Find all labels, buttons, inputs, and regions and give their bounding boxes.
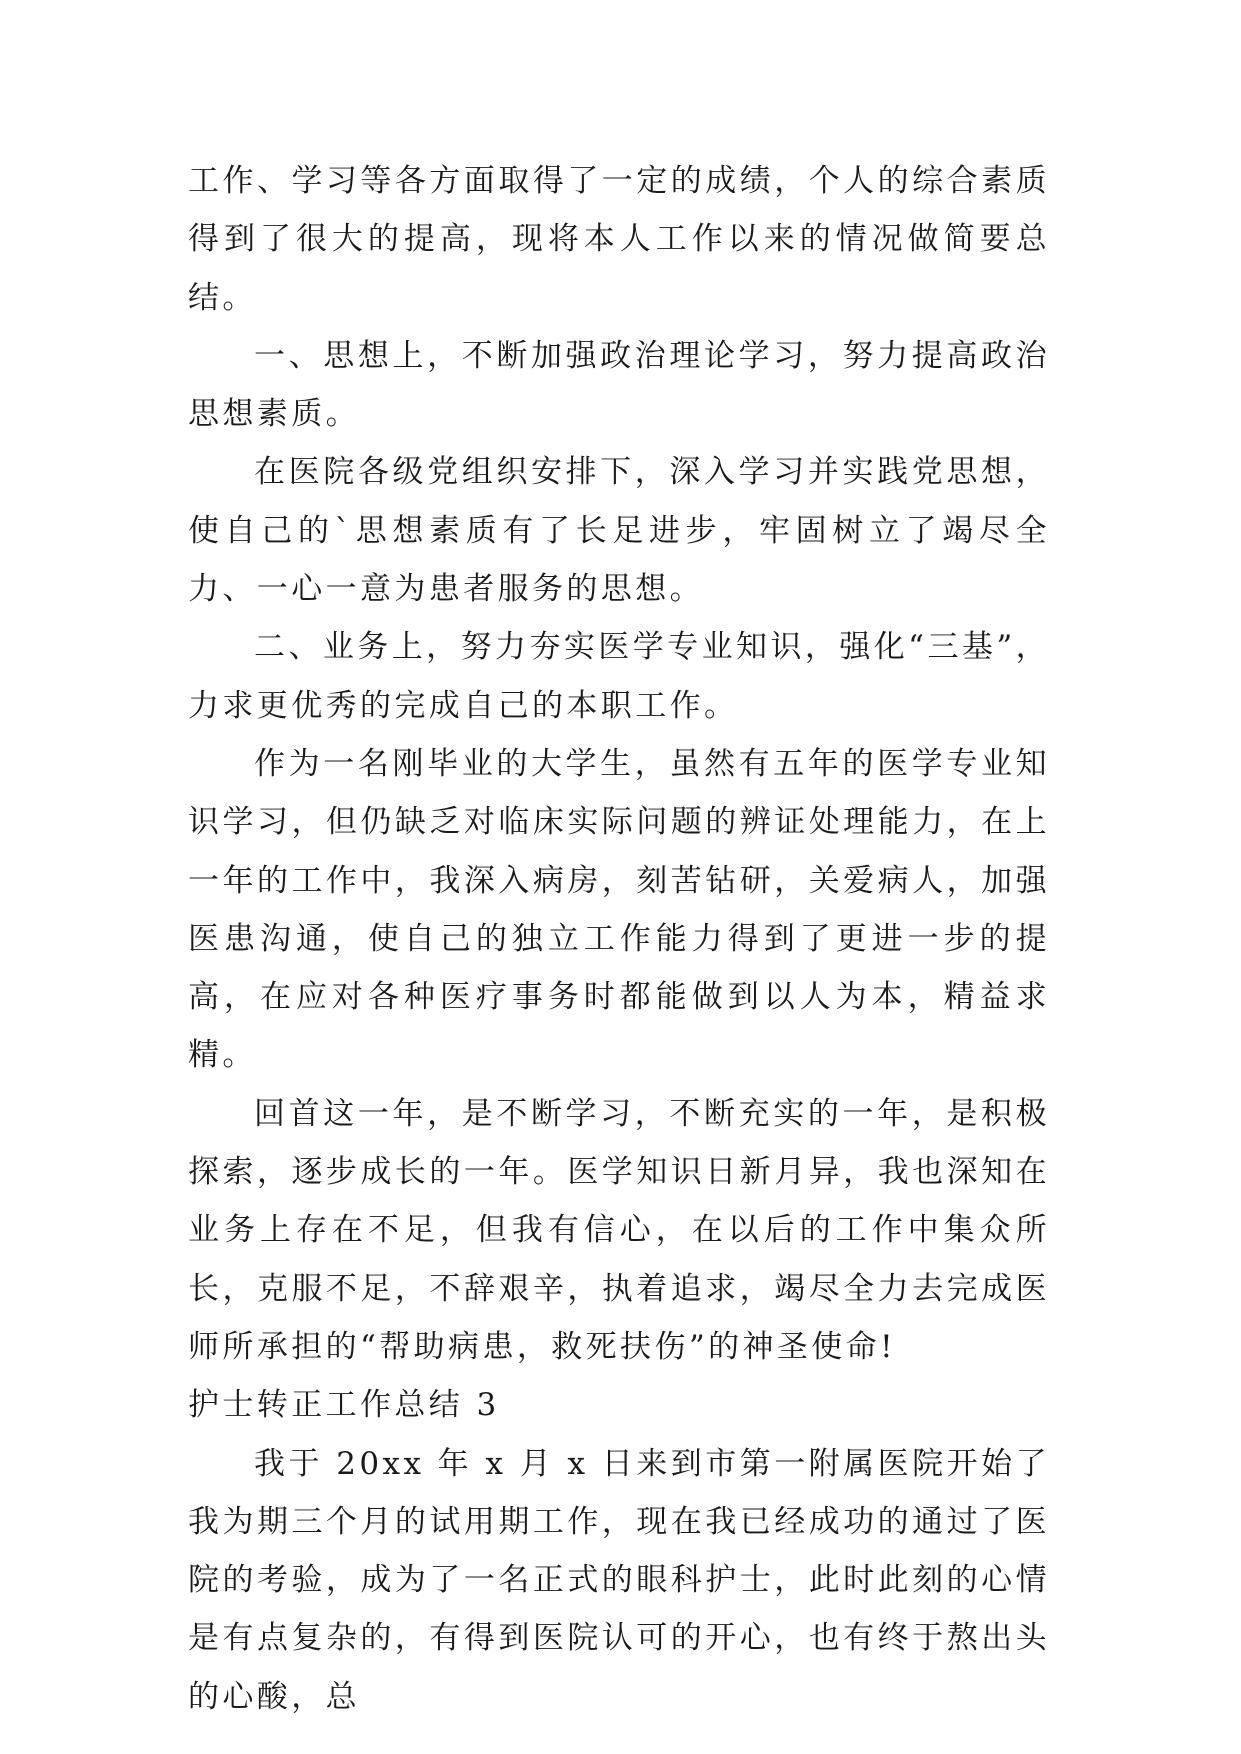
document-body <box>188 152 1050 1726</box>
paragraph-section-intro: 我于 20xx 年 x 月 x 日来到市第一附属医院开始了我为期三个月的试用期工作，现在我已经成功的通过了医院的考验，成为了一名正式的眼科护士，此时此刻的心情是有点复杂的，有得到医院认可的开心，也有终于熬出头的心酸，总 <box>188 1445 1050 1715</box>
paragraph-continuation: 工作、学习等各方面取得了一定的成绩，个人的综合素质得到了很大的提高，现将本人工作以来的情况做简要总结。 <box>188 163 1050 316</box>
paragraph-review: 回首这一年，是不断学习，不断充实的一年，是积极探索，逐步成长的一年。医学知识日新月异，我也深知在业务上存在不足，但我有信心，在以后的工作中集众所长，克服不足，不辞艰辛，执着追求，竭尽全力去完成医师所承担的“帮助病患，救死扶伤”的神圣使命! <box>188 1095 1050 1365</box>
section-heading: 护士转正工作总结 3 <box>188 1387 500 1424</box>
paragraph-business-heading: 二、业务上，努力夯实医学专业知识，强化“三基”，力求更优秀的完成自己的本职工作。 <box>188 629 1050 724</box>
paragraph-ideology: 在医院各级党组织安排下，深入学习并实践党思想，使自己的`思想素质有了长足进步，牢固树立了竭尽全力、一心一意为患者服务的思想。 <box>188 454 1050 608</box>
paragraph-business: 作为一名刚毕业的大学生，虽然有五年的医学专业知识学习，但仍缺乏对临床实际问题的辨证处理能力，在上一年的工作中，我深入病房，刻苦钻研，关爱病人，加强医患沟通，使自己的独立工作能力得到了更进一步的提高，在应对各种医疗事务时都能做到以人为本，精益求精。 <box>188 745 1050 1074</box>
paragraph-ideology-heading: 一、思想上，不断加强政治理论学习，努力提高政治思想素质。 <box>188 337 1050 433</box>
